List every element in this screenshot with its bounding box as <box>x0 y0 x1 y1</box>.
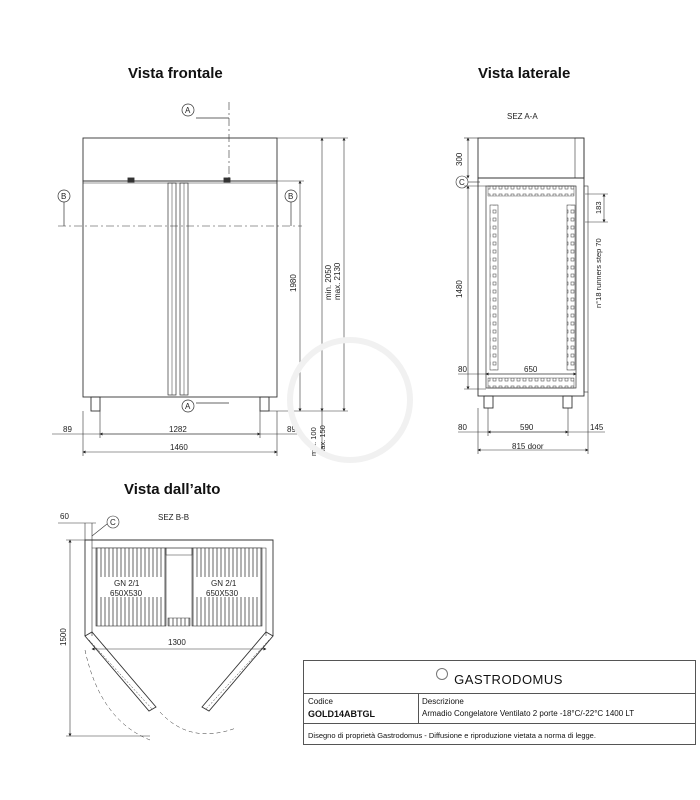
side-door-profile <box>584 186 588 392</box>
front-view <box>58 102 302 411</box>
dim-89-left: 89 <box>63 425 72 434</box>
description-value: Armadio Congelatore Ventilato 2 porte -18°C/-22°C 1400 LT <box>422 709 635 718</box>
brand-logo <box>304 661 695 693</box>
ownership-note: Disegno di proprietà Gastrodomus - Diffusione e riproduzione vietata a norma di legge. <box>308 731 596 740</box>
dim-80-inner: 80 <box>458 365 467 374</box>
dim-815-door: 815 door <box>512 442 544 451</box>
dim-89-right: 89 <box>287 425 296 434</box>
brand-name: GASTRODOMUS <box>454 672 563 687</box>
dim-60: 60 <box>60 512 69 521</box>
marker-c-top-label: C <box>110 518 116 527</box>
front-top-panel <box>83 138 277 181</box>
dim-590: 590 <box>520 423 534 432</box>
top-section-label: SEZ B-B <box>158 513 190 522</box>
top-view-title: Vista dall’alto <box>124 481 221 498</box>
dim-height-2050: min. 2050 <box>324 264 333 300</box>
dim-height-1980: 1980 <box>289 274 298 292</box>
brand-icon <box>436 668 448 680</box>
dim-650: 650 <box>524 365 538 374</box>
marker-b-left-label: B <box>61 192 67 201</box>
watermark-logo <box>290 340 410 460</box>
dim-300: 300 <box>455 152 464 166</box>
gn-right-line2: 650X530 <box>206 589 239 598</box>
side-view-title: Vista laterale <box>478 65 571 82</box>
top-left-door <box>85 632 156 711</box>
right-runner-strip <box>567 205 575 370</box>
dim-feet-min: min. 100 <box>309 427 318 456</box>
code-value: GOLD14ABTGL <box>308 709 376 719</box>
dim-height-2130: max. 2130 <box>333 262 342 300</box>
dim-feet-max: max. 150 <box>318 425 327 456</box>
side-inner-wall <box>486 186 576 388</box>
front-view-title: Vista frontale <box>128 65 223 82</box>
marker-c-side-label: C <box>459 178 465 187</box>
title-block <box>303 660 696 745</box>
side-foot-right <box>563 396 572 408</box>
gn-right-line1: GN 2/1 <box>211 579 237 588</box>
dim-runners: n°18 runners step 70 <box>594 238 603 308</box>
side-top-panel <box>478 138 584 178</box>
dim-1500: 1500 <box>59 628 68 646</box>
top-right-door <box>202 632 273 711</box>
dim-1300: 1300 <box>168 638 186 647</box>
dim-1460: 1460 <box>170 443 188 452</box>
side-section-label: SEZ A-A <box>507 112 538 121</box>
dim-145: 145 <box>590 423 604 432</box>
marker-a-bottom-label: A <box>185 402 191 411</box>
front-foot-right <box>260 397 269 411</box>
front-markers <box>58 104 297 412</box>
marker-b-right-label: B <box>288 192 294 201</box>
marker-a-top-label: A <box>185 106 191 115</box>
front-foot-left <box>91 397 100 411</box>
dim-1480: 1480 <box>455 280 464 298</box>
code-label: Codice <box>308 697 333 706</box>
description-label: Descrizione <box>422 697 464 706</box>
dim-183: 183 <box>594 201 603 214</box>
gn-left-line1: GN 2/1 <box>114 579 140 588</box>
dim-1282: 1282 <box>169 425 187 434</box>
left-runner-strip <box>490 205 498 370</box>
dim-80: 80 <box>458 423 467 432</box>
gn-left-line2: 650X530 <box>110 589 143 598</box>
side-foot-left <box>484 396 493 408</box>
